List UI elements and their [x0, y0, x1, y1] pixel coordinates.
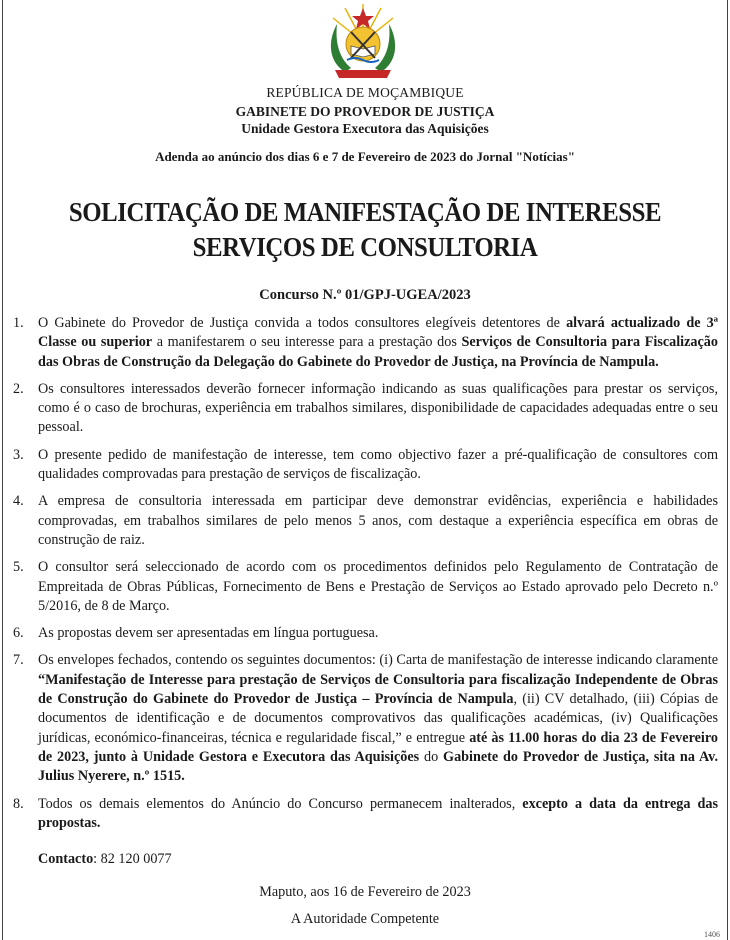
body-text: O presente pedido de manifestação de interesse, tem como objectivo fazer a pré-qualificação de consultores com qualidades comprovadas para prestação de serviços de fiscalização.: [38, 446, 718, 483]
page-title-line1: SOLICITAÇÃO DE MANIFESTAÇÃO DE INTERESSE: [68, 197, 662, 227]
list-item-number: 5.: [13, 559, 24, 576]
page-border-left: [2, 0, 3, 940]
body-text: O Gabinete do Provedor de Justiça convida a todos consultores elegíveis detentores de: [38, 315, 567, 331]
body-text: do: [419, 748, 444, 765]
mozambique-emblem-icon: [315, 2, 411, 84]
bold-text: Gabinete do Provedor de Justiça, sita na Av. Julius Nyerere, n.º 1515.: [38, 748, 719, 785]
page-border-right: [727, 0, 728, 940]
list-item: [10, 558, 718, 616]
body-text: O consultor será seleccionado de acordo com os procedimentos definidos pelo Regulamento de Contratação de Empreitada de Obras Públicas, Fornecimento de Bens e Prestação de Serviços ao Estado aprovado pelo Decreto n.º 5/2016, de 8 de Março.: [38, 559, 718, 614]
body-text: A empresa de consultoria interessada em participar deve demonstrar evidências, experiência e habilidades comprovadas, em trabalhos similares de pelo menos 5 anos, com destaque a experiência específica em obras de construção de raiz.: [38, 493, 718, 548]
list-item-number: 1.: [13, 315, 24, 331]
body-text: Os envelopes fechados, contendo os seguintes documentos: (i) Carta de manifestação de interesse indicando claramente: [38, 652, 718, 669]
list-item-number: 8.: [13, 795, 24, 812]
gabinete-heading: GABINETE DO PROVEDOR DE JUSTIÇA: [235, 104, 495, 119]
list-item-number: 6.: [13, 625, 24, 642]
list-item: [10, 651, 718, 786]
concurso-number: Concurso N.º 01/GPJ-UGEA/2023: [259, 287, 471, 303]
bold-text: “Manifestação de Interesse para prestação de Serviços de Consultoria para fiscalização Independente de Obras de Construção do Gabinete do Provedor de Justiça – Província de Nampula: [38, 671, 718, 708]
contact-line: [38, 851, 172, 868]
contact-value: : 82 120 0077: [93, 851, 172, 867]
contact-label: Contacto: [38, 851, 94, 867]
list-item: [10, 624, 718, 643]
body-text: , (ii) CV detalhado, (iii) Cópias de documentos de identificação e de documentos comprovativos das qualificações académicas, (iv) Qualificações jurídicas, económico-financeiras, técnica e regularidade fiscal,” e entregue: [38, 691, 718, 746]
list-item: [10, 795, 718, 834]
body-text: As propostas devem ser apresentadas em língua portuguesa.: [38, 625, 379, 642]
adenda-line: Adenda ao anúncio dos dias 6 e 7 de Fevereiro de 2023 do Jornal "Notícias": [155, 149, 575, 164]
place-date: Maputo, aos 16 de Fevereiro de 2023: [259, 884, 471, 900]
authority-signature: A Autoridade Competente: [290, 911, 440, 927]
unidade-heading: Unidade Gestora Executora das Aquisições: [241, 121, 489, 136]
numbered-list: [10, 314, 718, 841]
list-item: [10, 380, 718, 438]
bold-text: excepto a data da entrega das propostas.: [38, 795, 718, 831]
bold-text: até às 11.00 horas do dia 23 de Fevereiro de 2023, junto à Unidade Gestora e Executora das Aquisições: [38, 729, 718, 765]
list-item: [10, 314, 718, 372]
corner-code: 1406: [704, 930, 720, 939]
bold-text: Serviços de Consultoria para Fiscalização das Obras de Construção da Delegação do Gabinete do Provedor de Justiça, na Província de Nampula.: [38, 334, 718, 370]
body-text: a manifestarem o seu interesse para a prestação dos: [152, 334, 462, 351]
list-item: [10, 492, 718, 550]
list-item-number: 7.: [13, 652, 24, 669]
bold-text: alvará actualizado de 3ª Classe ou superior: [38, 315, 718, 351]
republic-heading: REPÚBLICA DE MOÇAMBIQUE: [266, 85, 464, 100]
page-title-line2: SERVIÇOS DE CONSULTORIA: [192, 232, 538, 262]
list-item: [10, 446, 718, 485]
list-item-number: 4.: [13, 493, 24, 510]
body-text: Os consultores interessados deverão fornecer informação indicando as suas qualificações para prestar os serviços, como é o caso de brochuras, experiência em trabalhos similares, disponibilidade de capacidades adequadas entre o seu pessoal.: [38, 380, 718, 436]
body-text: Todos os demais elementos do Anúncio do Concurso permanecem inalterados,: [38, 795, 523, 812]
list-item-number: 2.: [13, 380, 24, 397]
list-item-number: 3.: [13, 446, 24, 463]
